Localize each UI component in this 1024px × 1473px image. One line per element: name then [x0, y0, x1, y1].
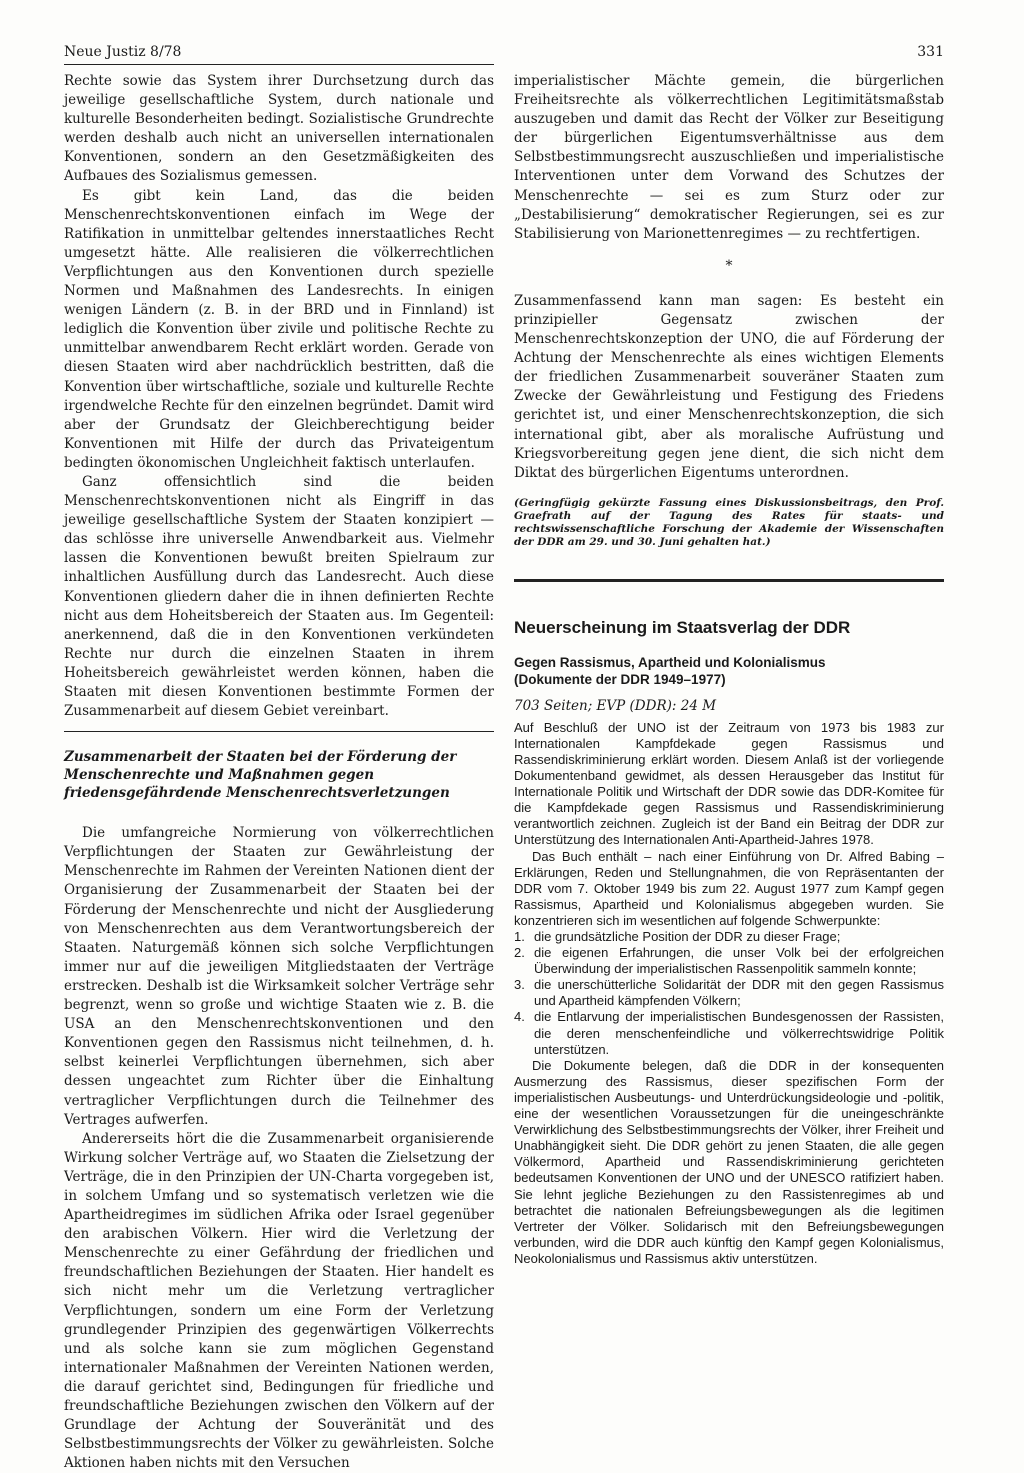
list-item: 3. die unerschütterliche Solidarität der DDR mit den gegen Rassismus und Apartheid kämpfenden Völkern; [514, 977, 944, 1009]
review-paragraph: Die Dokumente belegen, daß die DDR in der konsequenten Ausmerzung des Rassismus, dieser spezifischen Form der imperialistischen Ausbeutungs- und Unterdrückungsideologie und -politik, eine der wesentlichen Voraussetzungen für die uneingeschränkte Verwirklichung des Selbstbestimmungsrechts der Völker, ihrer Freiheit und Unabhängigkeit sieht. Die DDR gehört zu jenen Staaten, die alle gegen Völkermord, Apartheid und Rassendiskriminierung gerichteten bedeutsamen Konventionen der UNO und der UNESCO ratifiziert haben. Sie lehnt jegliche Beziehungen zu den Rassistenregimes ab und betrachtet die nationalen Befreiungsbewegungen als die legitimen Vertreter der Völker. Solidarisch mit den Befreiungsbewegungen verbunden, wird die DDR auch künftig den Kampf gegen Kolonialismus, Neokolonialismus und Rassismus aktiv unterstützen. [514, 1057, 944, 1266]
section-subheading: Zusammenarbeit der Staaten bei der Förderung der Menschenrechte und Maßnahmen gegen friedensgefährdende Menschenrechtsverletzungen [64, 749, 457, 802]
paragraph: imperialistischer Mächte gemein, die bürgerlichen Freiheitsrechte als völkerrechtlichen Legitimitätsmaßstab auszugeben und damit das Recht der Völker zur Beseitigung der bürgerlichen Eigentumsverhältnisse aus dem Selbstbestimmungsrecht auszuschließen und imperialistische Interventionen unter dem Vorwand des Schutzes der Menschenrechte — sei es zum Sturz oder zur „Destabilisierung“ demokratischer Regierungen, sei es zur Stabilisierung von Marionettenregimes — zu rechtfertigen. [514, 73, 944, 242]
header-rule [64, 64, 494, 65]
list-item: 4. die Entlarvung der imperialistischen Bundesgenossen der Rassisten, die deren menschenfeindliche und völkerrechtswidrige Politik unterstützen. [514, 1009, 944, 1057]
focus-list [514, 929, 944, 1058]
journal-title: Neue Justiz 8/78 [64, 44, 182, 60]
editorial-note: (Geringfügig gekürzte Fassung eines Diskussionsbeitrags, den Prof. Graefrath auf der Tagung des Rates für staats- und rechtswissenschaftliche Forschung der Akademie der Wissenschaften der DDR am 29. und 30. Juni gehalten hat.) [514, 496, 944, 548]
section-rule [514, 579, 944, 582]
paragraph: Rechte sowie das System ihrer Durchsetzung durch das jeweilige gesellschaftliche System, durch nationale und kulturelle Besonderheiten bedingt. Sozialistische Grundrechte werden deshalb auch nicht an universellen internationalen Konventionen, sondern an den Gesetzmäßigkeiten des Aufbaues des Sozialismus gemessen. [64, 73, 494, 185]
section-title: Neuerscheinung im Staatsverlag der DDR [514, 617, 851, 637]
paragraph: Die umfangreiche Normierung von völkerrechtlichen Verpflichtungen der Staaten zur Gewährleistung der Menschenrechte im Rahmen der Vereinten Nationen dient der Organisierung der Zusammenarbeit der Staaten bei der Förderung der Menschenrechte und nicht der Ausgliederung von Menschenrechten aus dem Verantwortungsbereich der Staaten. Naturgemäß können sich solche Verpflichtungen immer nur auf die jeweiligen Mitgliedstaaten der Verträge erstrecken. Deshalb ist die Wirksamkeit solcher Verträge sehr begrenzt, wenn so große und wichtige Staaten wie z. B. die USA an den Menschenrechtskonventionen und den Konventionen gegen den Rassismus nicht teilnehmen, d. h. selbst keinerlei Verpflichtungen übernehmen, sich aber dessen ungeachtet zum Richter über die Einhaltung vertraglicher Verpflichtungen durch die Teilnehmer des Vertrages aufwerfen. [64, 825, 494, 1128]
paragraph: Ganz offensichtlich sind die beiden Menschenrechtskonventionen nicht als Eingriff in das jeweilige gesellschaftliche System der Staaten konzipiert — das schlösse ihre universelle Anwendbarkeit aus. Vielmehr lassen die Konventionen bewußt breiten Spielraum zur inhaltlichen Ausfüllung durch das Landesrecht. Auch diese Konventionen gliedern daher die in ihnen definierten Rechte nicht aus dem Hoheitsbereich der Staaten aus. Im Gegenteil: anerkennend, daß die in den Konventionen verkündeten Rechte nur durch die einzelnen Staaten in ihrem Hoheitsbereich gewährleistet werden können, haben die Staaten mit diesen Konventionen bestimmte Formen der Zusammenarbeit auf diesem Gebiet vereinbart. [64, 473, 494, 720]
right-column [514, 72, 944, 1267]
left-column [64, 72, 494, 1473]
review-paragraph: Auf Beschluß der UNO ist der Zeitraum von 1973 bis 1983 zur Internationalen Kampfdekade gegen Rassismus und Rassendiskriminierung erklärt worden. Diesem Anlaß ist der vorliegende Dokumentenband gewidmet, als dessen Herausgeber das Institut für Internationale Politik und Wirtschaft der DDR sowie das DDR-Komitee für die Kampfdekade gegen Rassismus und Rassendiskriminierung verantwortlich zeichnen. Zugleich ist der Band ein Beitrag der DDR zur Unterstützung des Internationalen Anti-Apartheid-Jahres 1978. [514, 719, 944, 848]
review-paragraph: Das Buch enthält – nach einer Einführung von Dr. Alfred Babing – Erklärungen, Reden und Stellungnahmen, die von Repräsentanten der DDR vom 7. Oktober 1949 bis zum 22. August 1977 zum Kampf gegen Rassismus, Apartheid und Kolonialismus abgegeben wurden. Sie konzentrieren sich im wesentlichen auf folgende Schwerpunkte: [514, 848, 944, 928]
paragraph: Es gibt kein Land, das die beiden Menschenrechtskonventionen einfach im Wege der Ratifikation in unmittelbar geltendes innerstaatliches Recht umgesetzt hätte. Alle realisieren die völkerrechtlichen Verpflichtungen aus den Konventionen durch spezielle Normen und Maßnahmen des Landesrechts. In einigen wenigen Ländern (z. B. in der BRD und in Finnland) ist lediglich die Konvention über zivile und politische Rechte zu unmittelbar anwendbarem Recht erklärt worden. Gerade von diesen Staaten wird aber nachdrücklich bestritten, daß die Konvention über wirtschaftliche, soziale und kulturelle Rechte irgendwelche Rechte für den einzelnen begründet. Damit wird aber der Grundsatz der Gleichberechtigung beider Konventionen mit Hilfe der durch das Privateigentum bedingten ökonomischen Ungleichheit faktisch unterlaufen. [64, 187, 494, 471]
book-meta: 703 Seiten; EVP (DDR): 24 M [514, 697, 717, 714]
book-title: Gegen Rassismus, Apartheid und Kolonialismus [514, 654, 826, 670]
paragraph: Andererseits hört die die Zusammenarbeit organisierende Wirkung solcher Verträge auf, wo Staaten die Zielsetzung der Verträge, die in den Prinzipien der UN-Charta vorgegeben ist, in solchem Umfang und so systematisch verletzen wie die Apartheidregimes im südlichen Afrika oder Israel gegenüber den arabischen Völkern. Hier wird die Verletzung der Menschenrechte zu einer Gefährdung der friedlichen und freundschaftlichen Beziehungen der Staaten. Hier handelt es sich nicht mehr um die Verletzung vertraglicher Verpflichtungen, sondern um eine Form der Verletzung grundlegender Prinzipien des gegenwärtigen Völkerrechts und als solche kann sie zum möglichen Gegenstand internationaler Maßnahmen der Vereinten Nationen werden, die darauf gerichtet sind, Bedingungen für friedliche und freundschaftliche Beziehungen zwischen den Völkern auf der Grundlage der Achtung der Souveränität und des Selbstbestimmungsrechts der Völker zu gewährleisten. Solche Aktionen haben nichts mit den Versuchen [64, 1130, 494, 1472]
section-rule [64, 731, 494, 732]
paragraph: Zusammenfassend kann man sagen: Es besteht ein prinzipieller Gegensatz zwischen der Menschenrechtskonzeption der UNO, die auf Förderung der Achtung der Menschenrechte als eines wichtigen Elements der friedlichen Zusammenarbeit souveräner Staaten zum Zwecke der Gewährleistung und Festigung des Friedens gerichtet ist, und einer Menschenrechtskonzeption, die sich international gibt, aber als moralische Aufrüstung und Kriegsvorbereitung gegen jene dient, die sich nicht dem Diktat des bürgerlichen Eigentums unterordnen. [514, 292, 944, 481]
section-separator-star: * [725, 257, 733, 274]
list-item: 1. die grundsätzliche Position der DDR zu dieser Frage; [514, 929, 841, 944]
book-subtitle: (Dokumente der DDR 1949–1977) [514, 671, 726, 687]
list-item: 2. die eigenen Erfahrungen, die unser Volk bei der erfolgreichen Überwindung der imperialistischen Rassenpolitik sammeln konnte; [514, 945, 944, 977]
page-number: 331 [917, 44, 944, 60]
